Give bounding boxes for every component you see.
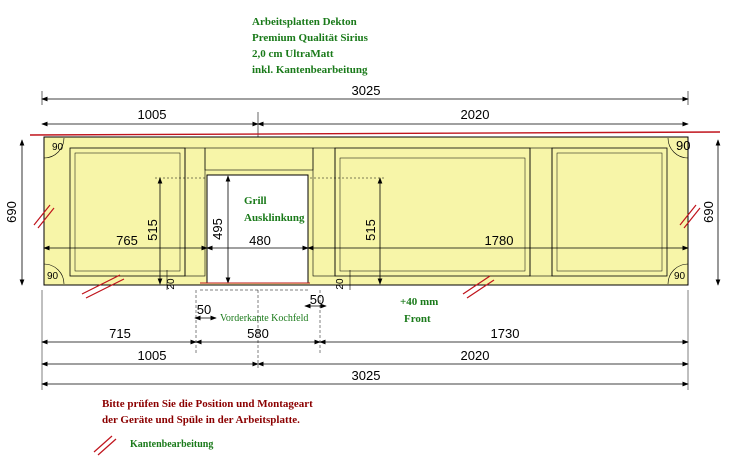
footer-note-1: Bitte prüfen Sie die Position und Montageart <box>102 398 313 410</box>
bottom-right-label: 2020 <box>460 348 490 363</box>
small-right-label: 20 <box>335 278 346 290</box>
hob-width-label: 480 <box>249 233 271 248</box>
bottom-left-label: 1005 <box>137 348 167 363</box>
corner-tr-label: 90 <box>676 138 691 153</box>
top-total-label: 3025 <box>351 83 381 98</box>
grill-label-1: Grill <box>244 195 267 207</box>
right-depth-label: 690 <box>701 201 716 223</box>
hob-depth-label: 495 <box>210 218 225 240</box>
header-line-2: Premium Qualität Sirius <box>252 32 368 44</box>
legend-edge-mark <box>94 436 116 455</box>
bottom-b-label: 580 <box>247 326 269 341</box>
footer-note-2: der Geräte und Spüle in der Arbeitsplatte. <box>102 414 300 426</box>
top-right-label: 2020 <box>460 107 490 122</box>
header-line-1: Arbeitsplatten Dekton <box>252 16 357 28</box>
vorderkante-label: Vorderkante Kochfeld <box>220 313 309 324</box>
left-span-label: 765 <box>116 233 138 248</box>
bottom-total-label: 3025 <box>351 368 381 383</box>
countertop-slab <box>44 137 691 285</box>
sink2-depth-label: 515 <box>363 219 378 241</box>
gap-right-label: 50 <box>309 292 325 307</box>
legend-label: Kantenbearbeitung <box>130 439 214 450</box>
bottom-c-label: 1730 <box>490 326 520 341</box>
sink1-depth-label: 515 <box>145 219 160 241</box>
corner-bl-label: 90 <box>47 271 59 282</box>
grill-label-2: Ausklinkung <box>244 212 305 224</box>
top-left-label: 1005 <box>137 107 167 122</box>
left-depth-label: 690 <box>4 201 19 223</box>
bottom-a-label: 715 <box>109 326 131 341</box>
gap-left-label: 50 <box>196 302 212 317</box>
front-label-2: Front <box>404 313 431 325</box>
front-label-1: +40 mm <box>400 296 439 308</box>
header-line-3: 2,0 cm UltraMatt <box>252 48 334 60</box>
corner-br-label: 90 <box>674 271 686 282</box>
corner-tl-label: 90 <box>52 142 64 153</box>
header-line-4: inkl. Kantenbearbeitung <box>252 64 368 76</box>
small-left-label: 20 <box>166 278 177 290</box>
back-edge-line <box>30 132 720 135</box>
right-span-label: 1780 <box>484 233 514 248</box>
